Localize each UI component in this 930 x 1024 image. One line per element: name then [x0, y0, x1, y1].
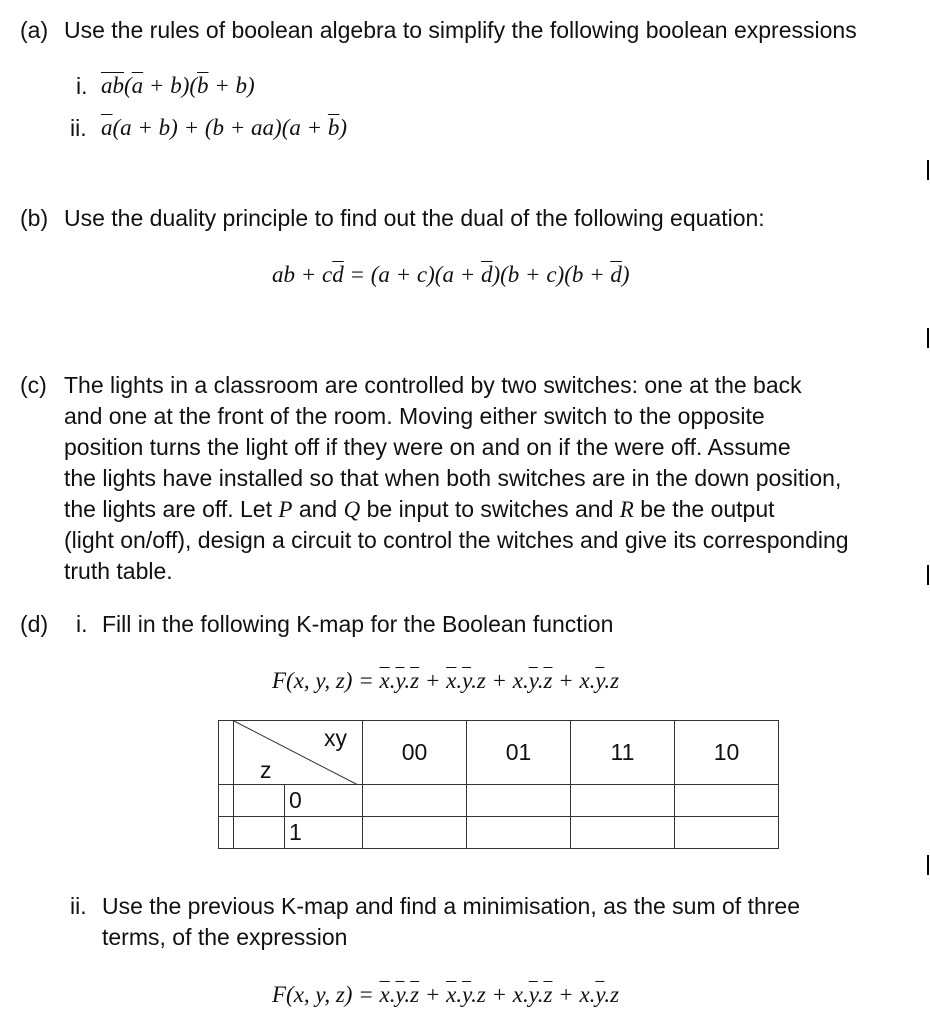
k-map-col-header: 01 [467, 721, 571, 785]
k-map-row-header: 1 [285, 817, 363, 849]
part-a-item-1-label: i. [76, 73, 88, 99]
k-map-margin-cell [219, 817, 234, 849]
k-map-cell[interactable] [571, 785, 675, 817]
part-a-expression-2: $\overline{a}(a + b) + (b + aa)(a + \overline{b})$ [101, 115, 348, 140]
part-c-line-5: the lights are off. Let P and Q be input to switches and R be the output [64, 496, 775, 522]
part-a-item-2-label: ii. [70, 115, 87, 141]
part-d-ii-label: ii. [70, 893, 87, 919]
part-b-label: (b) [20, 205, 49, 231]
k-map-corner-left: z [260, 757, 272, 783]
part-c-line-2: and one at the front of the room. Moving either switch to the opposite [64, 403, 765, 429]
k-map-corner-cell [234, 721, 363, 785]
k-map-col-header: 00 [363, 721, 467, 785]
var-q: Q [343, 497, 361, 522]
part-d-ii-line-1: Use the previous K-map and find a minimisation, as the sum of three [102, 893, 801, 919]
k-map-cell[interactable] [675, 817, 779, 849]
k-map-spacer-cell [234, 817, 285, 849]
part-c-line-7: truth table. [64, 558, 173, 584]
part-d-ii-line-2: terms, of the expression [102, 924, 348, 950]
part-b-text: Use the duality principle to find out the dual of the following equation: [64, 205, 765, 231]
part-a-expression-1: $\overline{ab}(\overline{a} + b)(\overline{b} + b)$ [101, 73, 255, 98]
k-map-cell[interactable] [571, 817, 675, 849]
k-map-corner-top: xy [324, 725, 347, 751]
var-p: P [278, 497, 293, 522]
k-map-table [218, 720, 779, 849]
part-d-label: (d) [20, 611, 49, 637]
k-map-spacer-cell [234, 785, 285, 817]
k-map-cell[interactable] [675, 785, 779, 817]
part-a-label: (a) [20, 17, 49, 43]
margin-bar [927, 855, 929, 875]
part-d-function-2: F(x, y, $z) = \overline{x}.\overline{y}.\overline{z} + \overline{x}.\overline{y}.z + x.\overline{y}.\overline{z} + x.\overline{y}.z$ [272, 982, 620, 1007]
part-c-label: (c) [20, 372, 47, 398]
part-c-line-4: the lights have installed so that when both switches are in the down position, [64, 465, 842, 491]
part-b-equation: ab + $c\overline{d} = (a + c)(a + \overline{d})(b + c)(b + \overline{d})$ [272, 262, 630, 287]
margin-bar [927, 565, 929, 585]
k-map-margin-cell [219, 785, 234, 817]
part-d-i-text: Fill in the following K-map for the Boolean function [102, 611, 614, 637]
part-d-i-label: i. [76, 611, 88, 637]
part-c-line-1: The lights in a classroom are controlled by two switches: one at the back [64, 372, 802, 398]
k-map-margin-cell [219, 721, 234, 785]
margin-bar [927, 328, 929, 348]
part-c-line-6: (light on/off), design a circuit to control the witches and give its corresponding [64, 527, 849, 553]
k-map-col-header: 10 [675, 721, 779, 785]
margin-bar [927, 160, 929, 180]
part-c-line-3: position turns the light off if they were on and on if the were off. Assume [64, 434, 791, 460]
part-c-paragraph [64, 370, 922, 587]
k-map-cell[interactable] [467, 785, 571, 817]
k-map-col-header: 11 [571, 721, 675, 785]
part-a-text: Use the rules of boolean algebra to simplify the following boolean expressions [64, 17, 857, 43]
var-r: R [619, 497, 634, 522]
part-d-function-1: F(x, y, $z) = \overline{x}.\overline{y}.\overline{z} + \overline{x}.\overline{y}.z + x.\overline{y}.\overline{z} + x.\overline{y}.z$ [272, 668, 620, 693]
k-map-cell[interactable] [467, 817, 571, 849]
k-map-cell[interactable] [363, 817, 467, 849]
k-map-cell[interactable] [363, 785, 467, 817]
k-map-row-header: 0 [285, 785, 363, 817]
